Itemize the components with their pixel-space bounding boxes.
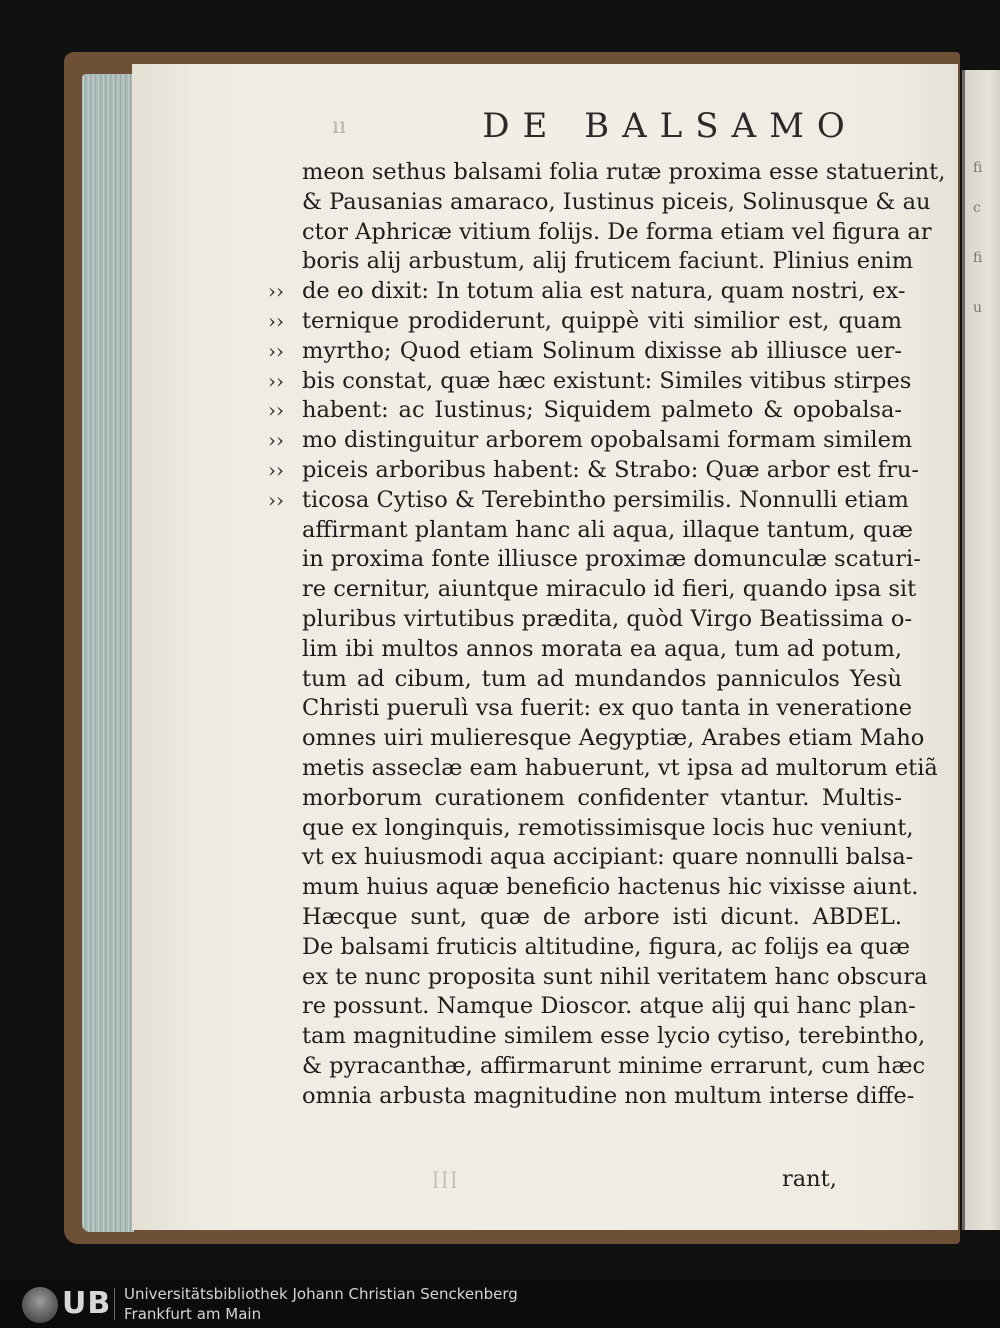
line-text: Christi puerulì vsa fuerit: ex quo tanta in veneratione (302, 695, 913, 722)
line-text: myrtho; Quod etiam Solinum dixisse ab illiusce uer- (302, 337, 902, 364)
library-logo: UB (62, 1286, 112, 1321)
text-line (132, 396, 958, 426)
text-line (132, 873, 958, 903)
text-line (132, 814, 958, 844)
line-text: re cernitur, aiuntque miraculo id fieri, quando ipsa sit (302, 576, 917, 603)
bleed-through-mark: ꟾꟾꟾ (432, 1172, 460, 1193)
line-text: mo distinguitur arborem opobalsami formam similem (302, 427, 913, 454)
line-text: habent: ac Iustinus; Siquidem palmeto & opobalsa- (302, 397, 902, 424)
text-line (132, 158, 958, 188)
text-line (132, 218, 958, 248)
line-text: vt ex huiusmodi aqua accipiant: quare nonnulli balsa- (302, 844, 914, 871)
facing-page-edge (962, 70, 1000, 1230)
line-text: morborum curationem confidenter vtantur. Multis- (302, 784, 902, 811)
line-text: tum ad cibum, tum ad mundandos panniculos Yesù (302, 665, 902, 692)
line-text: de eo dixit: In totum alia est natura, quam nostri, ex- (302, 278, 906, 305)
show-through-mark: u (973, 300, 983, 316)
running-head: DE BALSAMO (482, 106, 858, 146)
line-text: bis constat, quæ hæc existunt: Similes vitibus stirpes (302, 367, 912, 394)
quote-marker: ›› (268, 398, 284, 423)
text-block (132, 158, 958, 1168)
text-line (132, 1022, 958, 1052)
text-line (132, 575, 958, 605)
text-line (132, 605, 958, 635)
line-text: affirmant plantam hanc ali aqua, illaque tantum, quæ (302, 516, 913, 543)
institution-city: Frankfurt am Main (124, 1305, 262, 1323)
line-text: ctor Aphricæ vitium folijs. De forma etiam vel figura ar (302, 218, 932, 245)
line-text: tam magnitudine similem esse lycio cytiso, terebintho, (302, 1023, 926, 1050)
quote-marker: ›› (268, 279, 284, 304)
text-line (132, 247, 958, 277)
catchword: rant, (782, 1166, 837, 1192)
line-text: & Pausanias amaraco, Iustinus piceis, Solinusque & au (302, 188, 931, 215)
line-text: De balsami fruticis altitudine, figura, ac folijs ea quæ (302, 933, 910, 960)
text-line (132, 188, 958, 218)
line-text: omnes uiri mulieresque Aegyptiæ, Arabes etiam Maho (302, 725, 925, 752)
bleed-through-mark: ıı (332, 114, 347, 139)
line-text: boris alij arbustum, alij fruticem faciunt. Plinius enim (302, 248, 914, 275)
text-line (132, 456, 958, 486)
quote-marker: ›› (268, 338, 284, 363)
text-line (132, 337, 958, 367)
footer-bar (0, 1280, 1000, 1328)
line-text: ticosa Cytiso & Terebintho persimilis. Nonnulli etiam (302, 486, 909, 513)
text-line (132, 694, 958, 724)
quote-marker: ›› (268, 487, 284, 512)
quote-marker: ›› (268, 368, 284, 393)
show-through-mark: c (973, 200, 981, 216)
line-text: ternique prodiderunt, quippè viti similior est, quam (302, 307, 902, 334)
text-line (132, 277, 958, 307)
line-text: in proxima fonte illiusce proximæ domunculæ scaturi- (302, 546, 921, 573)
line-text: ex te nunc proposita sunt nihil veritatem hanc obscura (302, 963, 928, 990)
quote-marker: ›› (268, 308, 284, 333)
line-text: que ex longinquis, remotissimisque locis huc veniunt, (302, 814, 914, 841)
text-line (132, 754, 958, 784)
quote-marker: ›› (268, 428, 284, 453)
library-seal-icon (22, 1287, 58, 1323)
text-line (132, 1082, 958, 1112)
text-line (132, 426, 958, 456)
line-text: pluribus virtutibus prædita, quòd Virgo Beatissima o- (302, 605, 913, 632)
text-line (132, 1052, 958, 1082)
page-edges (82, 74, 134, 1232)
text-line (132, 903, 958, 933)
text-line (132, 784, 958, 814)
book-page (132, 64, 958, 1230)
text-line (132, 367, 958, 397)
text-line (132, 724, 958, 754)
text-line (132, 992, 958, 1022)
text-line (132, 545, 958, 575)
text-line (132, 516, 958, 546)
line-text: Hæcque sunt, quæ de arbore isti dicunt. ABDEL. (302, 903, 902, 930)
line-text: mum huius aquæ beneficio hactenus hic vixisse aiunt. (302, 874, 919, 901)
text-line (132, 843, 958, 873)
text-line (132, 963, 958, 993)
footer-divider (114, 1288, 115, 1320)
line-text: metis asseclæ eam habuerunt, vt ipsa ad multorum etiã (302, 754, 938, 781)
line-text: meon sethus balsami folia rutæ proxima esse statuerint, (302, 159, 946, 185)
show-through-mark: fi (973, 160, 983, 176)
line-text: re possunt. Namque Dioscor. atque alij qui hanc plan- (302, 993, 916, 1020)
line-text: & pyracanthæ, affirmarunt minime errarunt, cum hæc (302, 1052, 926, 1079)
institution-name: Universitätsbibliothek Johann Christian Senckenberg (124, 1285, 518, 1303)
line-text: omnia arbusta magnitudine non multum interse diffe- (302, 1082, 915, 1109)
line-text: piceis arboribus habent: & Strabo: Quæ arbor est fru- (302, 456, 919, 483)
line-text: lim ibi multos annos morata ea aqua, tum ad potum, (302, 635, 902, 662)
quote-marker: ›› (268, 457, 284, 482)
text-line (132, 933, 958, 963)
show-through-mark: fi (973, 250, 983, 266)
text-line (132, 307, 958, 337)
text-line (132, 635, 958, 665)
text-line (132, 486, 958, 516)
text-line (132, 665, 958, 695)
